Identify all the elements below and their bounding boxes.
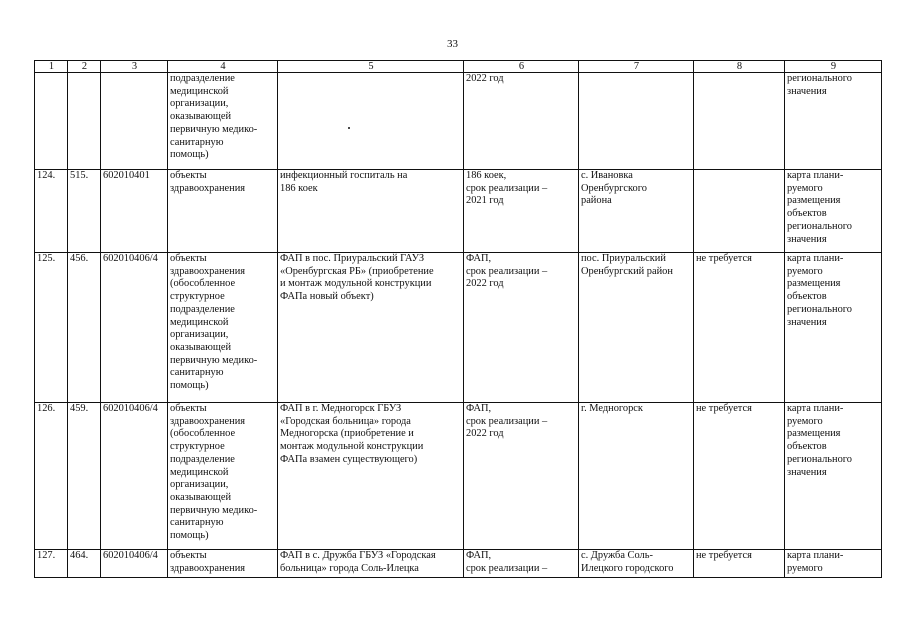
header-cell: 2 xyxy=(68,61,101,73)
cell-map: карта плани- руемого размещения объектов регионального значения xyxy=(785,403,882,550)
table-row xyxy=(35,253,882,403)
cell-characteristics: ФАП, срок реализации – 2022 год xyxy=(464,403,579,550)
document-table xyxy=(34,60,882,578)
table-row xyxy=(35,550,882,578)
cell-object-type: объекты здравоохранения (обособленное структурное подразделение медицинской организации, оказывающей первичную медико- санитарную помощь) xyxy=(168,403,278,550)
cell-location xyxy=(579,73,694,170)
cell-map: карта плани- руемого размещения объектов регионального значения xyxy=(785,170,882,253)
cell-zone: не требуется xyxy=(694,550,785,578)
cell-characteristics: 186 коек, срок реализации – 2021 год xyxy=(464,170,579,253)
header-cell: 8 xyxy=(694,61,785,73)
cell-object-name: ФАП в пос. Приуральский ГАУЗ «Оренбургская РБ» (приобретение и монтаж модульной конструкции ФАПа новый объект) xyxy=(278,253,464,403)
cell-object-type: объекты здравоохранения xyxy=(168,550,278,578)
cell-object-name: инфекционный госпиталь на 186 коек xyxy=(278,170,464,253)
cell-source-number xyxy=(68,73,101,170)
table-row xyxy=(35,170,882,253)
header-cell: 5 xyxy=(278,61,464,73)
header-row xyxy=(35,61,882,73)
cell-map: регионального значения xyxy=(785,73,882,170)
cell-map: карта плани- руемого xyxy=(785,550,882,578)
cell-row-number xyxy=(35,73,68,170)
cell-object-type: объекты здравоохранения xyxy=(168,170,278,253)
cell-object-name: ФАП в г. Медногорск ГБУЗ «Городская больница» города Медногорска (приобретение и монтаж модульной конструкции ФАПа взамен существующего) xyxy=(278,403,464,550)
cell-location: с. Дружба Соль- Илецкого городского xyxy=(579,550,694,578)
cell-source-number: 456. xyxy=(68,253,101,403)
cell-row-number: 127. xyxy=(35,550,68,578)
scan-speck xyxy=(348,127,350,129)
cell-characteristics: ФАП, срок реализации – 2022 год xyxy=(464,253,579,403)
page-number: 33 xyxy=(447,38,458,50)
header-cell: 3 xyxy=(101,61,168,73)
header-cell: 6 xyxy=(464,61,579,73)
cell-object-name: ФАП в с. Дружба ГБУЗ «Городская больница» города Соль-Илецка xyxy=(278,550,464,578)
table-row xyxy=(35,73,882,170)
cell-code: 602010401 xyxy=(101,170,168,253)
cell-code: 602010406/4 xyxy=(101,550,168,578)
header-cell: 4 xyxy=(168,61,278,73)
cell-zone: не требуется xyxy=(694,403,785,550)
table-row xyxy=(35,403,882,550)
cell-row-number: 126. xyxy=(35,403,68,550)
cell-zone: не требуется xyxy=(694,253,785,403)
cell-zone xyxy=(694,170,785,253)
header-cell: 1 xyxy=(35,61,68,73)
cell-zone xyxy=(694,73,785,170)
cell-source-number: 515. xyxy=(68,170,101,253)
cell-object-name xyxy=(278,73,464,170)
cell-characteristics: ФАП, срок реализации – xyxy=(464,550,579,578)
cell-object-type: подразделение медицинской организации, оказывающей первичную медико- санитарную помощь) xyxy=(168,73,278,170)
header-cell: 7 xyxy=(579,61,694,73)
cell-object-type: объекты здравоохранения (обособленное структурное подразделение медицинской организации, оказывающей первичную медико- санитарную помощь) xyxy=(168,253,278,403)
cell-location: пос. Приуральский Оренбургский район xyxy=(579,253,694,403)
cell-code: 602010406/4 xyxy=(101,403,168,550)
cell-map: карта плани- руемого размещения объектов регионального значения xyxy=(785,253,882,403)
cell-location: с. Ивановка Оренбургского района xyxy=(579,170,694,253)
cell-source-number: 459. xyxy=(68,403,101,550)
cell-code xyxy=(101,73,168,170)
cell-location: г. Медногорск xyxy=(579,403,694,550)
cell-row-number: 125. xyxy=(35,253,68,403)
cell-row-number: 124. xyxy=(35,170,68,253)
header-cell: 9 xyxy=(785,61,882,73)
cell-code: 602010406/4 xyxy=(101,253,168,403)
cell-characteristics: 2022 год xyxy=(464,73,579,170)
cell-source-number: 464. xyxy=(68,550,101,578)
